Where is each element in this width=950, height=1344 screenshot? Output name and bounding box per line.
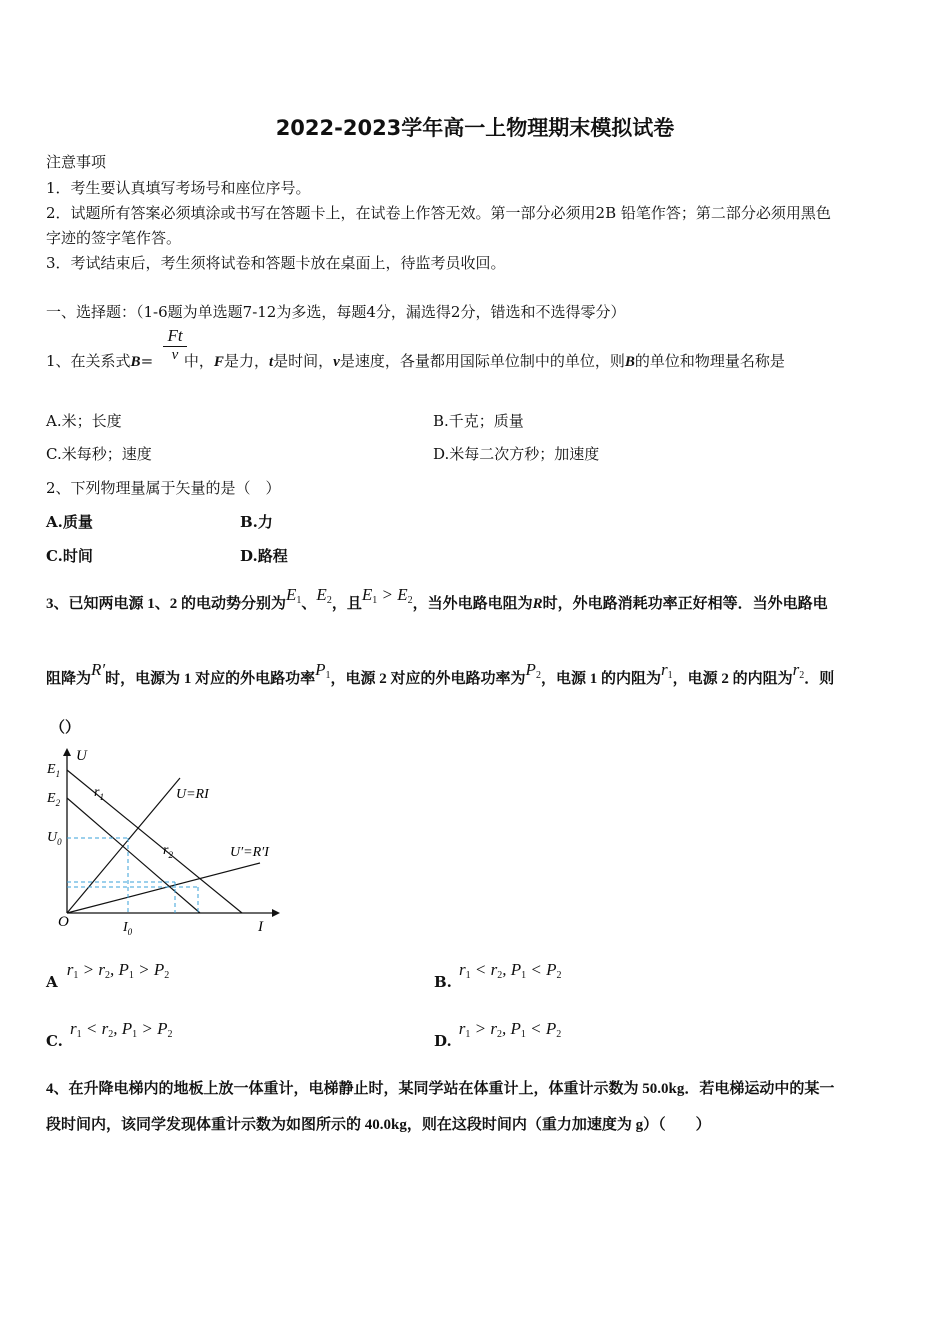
u-axis-arrow [63, 748, 71, 756]
u-ri-label: U=RI [176, 787, 209, 802]
notice-item: 2．试题所有答案必须填涂或书写在答题卡上，在试卷上作答无效。第一部分必须用2B 铅笔作答；第二部分必须用黑色 [46, 204, 831, 222]
option-a[interactable]: A $r_1 > r_2$, $P_1 > P_2$ [46, 960, 170, 991]
notice-item: 字迹的签字笔作答。 [46, 229, 182, 247]
e2-label: $E_2$ [47, 791, 61, 808]
i0-label: $I_0$ [123, 920, 133, 937]
page-title: 2022-2023学年高一上物理期末模拟试卷 [275, 116, 675, 140]
question-4-line-1: 4、在升降电梯内的地板上放一体重计，电梯静止时，某同学站在体重计上，体重计示数为 50.0kg．若电梯运动中的某一 [46, 1081, 835, 1097]
answer-paren: （） [50, 718, 81, 736]
r1-label: $r_1$ [94, 785, 104, 802]
notice-heading: 注意事项 [46, 153, 107, 171]
section-heading: 一、选择题：（1-6题为单选题7-12为多选，每题4分，漏选得2分，错选和不选得零分） [46, 303, 626, 321]
e1-label: $E_1$ [47, 762, 61, 779]
option-d[interactable]: D. $r_1 > r_2$, $P_1 < P_2$ [434, 1019, 562, 1050]
r2-label: $r_2$ [163, 843, 173, 860]
option-a[interactable]: A.米；长度 [46, 412, 122, 430]
u-axis-label: U [76, 748, 87, 764]
option-b[interactable]: B.力 [240, 513, 273, 531]
option-c[interactable]: C. $r_1 < r_2$, $P_1 > P_2$ [46, 1019, 173, 1050]
option-a[interactable]: A.质量 [46, 513, 93, 531]
i-axis-arrow [272, 909, 280, 917]
u0-label: $U_0$ [47, 830, 62, 847]
fraction-ft-over-v: $\frac{Ft}{v}$ [163, 326, 187, 364]
question-3-line-1: 3、已知两电源 1、2 的电动势分别为$E_1$、$E_2$，且$E_1 > E_2$，当外电路电阻为R时，外电路消耗功率正好相等．当外电路电 [46, 585, 828, 612]
option-b[interactable]: B.千克；质量 [433, 412, 524, 430]
question-4-line-2: 段时间内，该同学发现体重计示数为如图所示的 40.0kg，则在这段时间内（重力加速度为 g）（ ） [46, 1117, 711, 1133]
u-rpi-label: U′=R′I [230, 845, 269, 860]
dashed-guides [67, 838, 198, 913]
question-1-stem: 1、在关系式B= 中，F是力，t是时间，v是速度，各量都用国际单位制中的单位，则B的单位和物理量名称是 [46, 352, 785, 370]
ui-graph [40, 740, 290, 940]
option-d[interactable]: D.路程 [240, 547, 288, 565]
origin-label: O [58, 914, 69, 930]
option-c[interactable]: C.米每秒；速度 [46, 445, 152, 463]
i-axis-label: I [258, 919, 263, 935]
option-b[interactable]: B. $r_1 < r_2$, $P_1 < P_2$ [434, 960, 562, 991]
option-c[interactable]: C.时间 [46, 547, 93, 565]
question-3-line-2: 阻降为R′时，电源为 1 对应的外电路功率$P_1$，电源 2 对应的外电路功率为$P_2$，电源 1 的内阻为$r_1$，电源 2 的内阻为$r_2$．则 [46, 660, 835, 687]
line-u-rpi [67, 863, 260, 913]
question-2-stem: 2、下列物理量属于矢量的是（ ） [46, 479, 281, 497]
notice-item: 3．考试结束后，考生须将试卷和答题卡放在桌面上，待监考员收回。 [46, 254, 506, 272]
option-d[interactable]: D.米每二次方秒；加速度 [433, 445, 600, 463]
notice-item: 1．考生要认真填写考场号和座位序号。 [46, 179, 311, 197]
